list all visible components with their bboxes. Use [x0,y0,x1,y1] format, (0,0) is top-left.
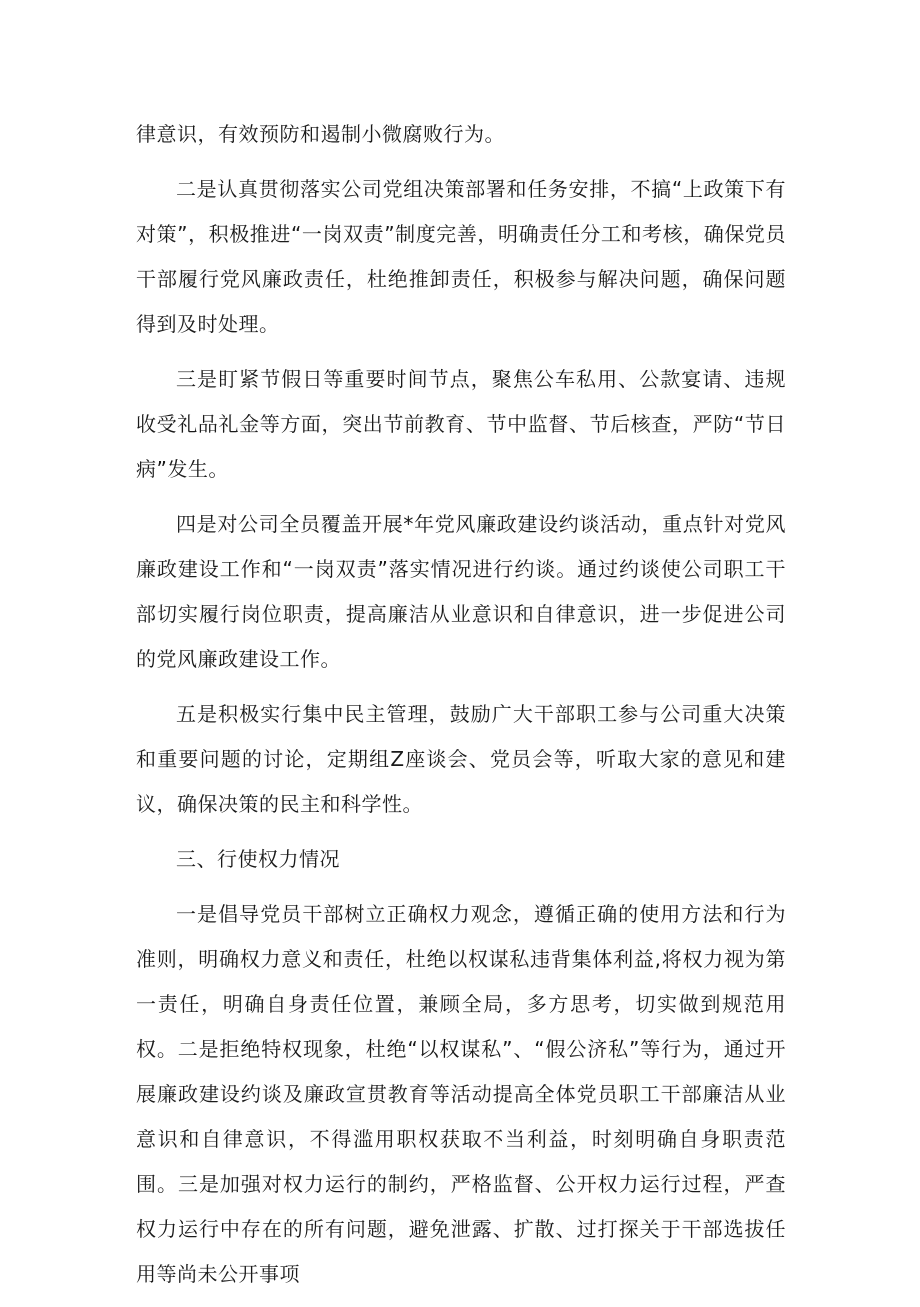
paragraph-continuation: 律意识，有效预防和遏制小微腐败行为。 [136,122,505,146]
paragraph-item-4: 四是对公司全员覆盖开展*年党风廉政建设约谈活动，重点针对党风廉政建设工作和“一岗双责”落实情况进行约谈。通过约谈使公司职工干部切实履行岗位职责，提高廉洁从业意识和自律意识，进一步促进公司的党风廉政建设工作。 [136,512,786,671]
section-heading: 三、行使权力情况 [176,847,340,871]
paragraph-item-3: 三是盯紧节假日等重要时间节点，聚焦公车私用、公款宴请、违规收受礼品礼金等方面，突出节前教育、节中监督、节后核查，严防“节日病”发生。 [136,367,786,481]
document-body [136,112,786,1307]
paragraph-item-2: 二是认真贯彻落实公司党组决策部署和任务安排，不搞“上政策下有对策”，积极推进“一岗双责”制度完善，明确责任分工和考核，确保党员干部履行党风廉政责任，杜绝推卸责任，积极参与解决问题，确保问题得到及时处理。 [136,177,786,336]
paragraph-item-5: 五是积极实行集中民主管理，鼓励广大干部职工参与公司重大决策和重要问题的讨论，定期组Z座谈会、党员会等，听取大家的意见和建议，确保决策的民主和科学性。 [136,702,786,816]
paragraph-power-usage: 一是倡导党员干部树立正确权力观念，遵循正确的使用方法和行为准则，明确权力意义和责任，杜绝以权谋私违背集体利益,将权力视为第一责任，明确自身责任位置，兼顾全局，多方思考，切实做到规范用权。二是拒绝特权现象，杜绝“以权谋私”、“假公济私”等行为，通过开展廉政建设约谈及廉政宣贯教育等活动提高全体党员职工干部廉洁从业意识和自律意识，不得滥用职权获取不当利益，时刻明确自身职责范围。三是加强对权力运行的制约，严格监督、公开权力运行过程，严查权力运行中存在的所有问题，避免泄露、扩散、过打探关于干部选拔任用等尚未公开事项 [136,902,786,1286]
